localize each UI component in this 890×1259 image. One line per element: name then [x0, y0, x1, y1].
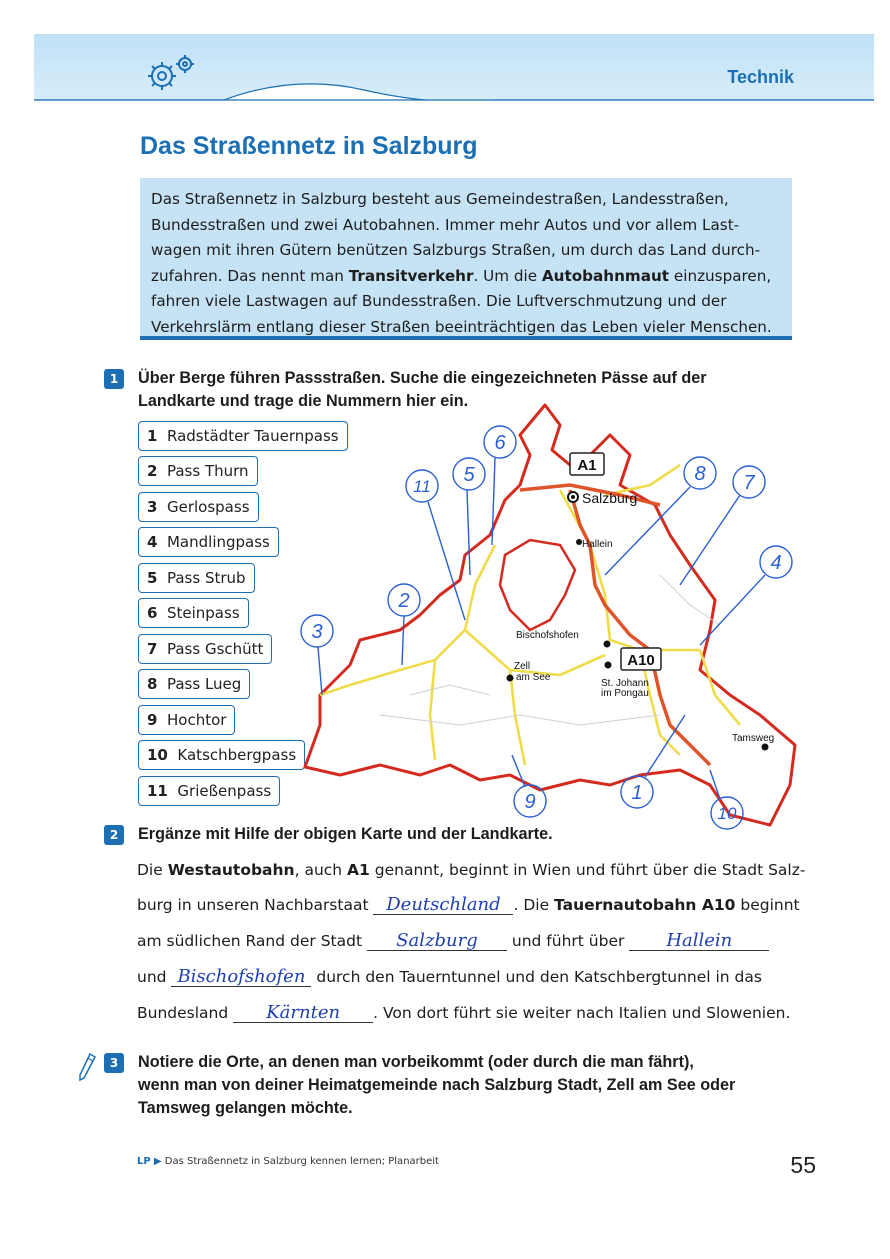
callout-11: 11 [413, 477, 431, 496]
intro-line: fahren viele Lastwagen auf Bundesstraßen. Die Luftverschmutzung und der [151, 292, 727, 310]
callout-4: 4 [770, 552, 782, 574]
intro-line: Bundesstraßen und zwei Autobahnen. Immer mehr Autos und vor allem Last- [151, 215, 740, 234]
task2-line-3: am südlichen Rand der Stadt Salzburg und führt über Hallein [137, 932, 769, 951]
pass-item: 10 Katschbergpass [138, 740, 305, 770]
answer-field-kaernten[interactable]: Kärnten [233, 1004, 373, 1023]
pass-item: 8 Pass Lueg [138, 669, 250, 699]
answer-field-bischofshofen[interactable]: Bischofshofen [171, 968, 311, 987]
pass-item: 6 Steinpass [138, 598, 249, 628]
intro-box [140, 178, 792, 340]
salzburg-road-map [260, 395, 820, 845]
bischofshofen-label: Bischofshofen [516, 630, 579, 641]
callout-9: 9 [524, 791, 536, 813]
intro-line: Das Straßennetz in Salzburg besteht aus Gemeindestraßen, Landesstraßen, [151, 190, 729, 208]
gears-icon [140, 46, 210, 96]
callout-5: 5 [463, 464, 475, 486]
section-label: Technik [727, 67, 794, 87]
a10-label: A10 [627, 652, 655, 669]
a1-label: A1 [577, 457, 597, 474]
pencil-icon [76, 1052, 98, 1082]
callout-10: 10 [717, 804, 737, 823]
tamsweg-label: Tamsweg [732, 733, 775, 744]
task3-instruction: Notiere die Orte, an denen man vorbeikommt (oder durch die man fährt), wenn man von deiner Heimatgemeinde nach Salzburg Stadt, Zell am See oder Tamsweg gelangen möchte. [138, 1053, 736, 1117]
intro-line: zufahren. Das nennt man Transitverkehr. Um die Autobahnmaut einzusparen, [151, 266, 772, 285]
pass-item: 7 Pass Gschütt [138, 634, 272, 664]
callout-7: 7 [743, 472, 755, 494]
pass-item: 3 Gerlospass [138, 492, 259, 522]
intro-line: wagen mit ihren Gütern benützen Salzburgs Straßen, um durch das Land durch- [151, 241, 761, 259]
st-johann-label-2: im Pongau [601, 688, 649, 699]
callout-6: 6 [494, 432, 506, 454]
pass-item: 1 Radstädter Tauernpass [138, 421, 348, 451]
pass-item: 11 Grießenpass [138, 776, 280, 806]
state-border [305, 405, 795, 825]
answer-field-deutschland[interactable]: Deutschland [373, 896, 513, 915]
page-number: 55 [790, 1152, 816, 1178]
task2-line-5: Bundesland Kärnten . Von dort führt sie weiter nach Italien und Slowenien. [137, 1002, 791, 1023]
intro-line: Verkehrslärm entlang dieser Straßen beeinträchtigen das Leben vieler Menschen. [151, 317, 772, 336]
callout-8: 8 [694, 463, 706, 485]
callout-1: 1 [631, 782, 643, 804]
pass-item: 4 Mandlingpass [138, 527, 279, 557]
task-number-2: 2 [104, 825, 124, 845]
pass-item: 9 Hochtor [138, 705, 235, 735]
pass-item: 5 Pass Strub [138, 563, 255, 593]
page-title: Das Straßennetz in Salzburg [140, 132, 478, 160]
pass-item: 2 Pass Thurn [138, 456, 258, 486]
task2-line-4: und Bischofshofen durch den Tauerntunnel und den Katschbergtunnel in das [137, 966, 762, 987]
task-number-3: 3 [104, 1053, 124, 1073]
task-number-1: 1 [104, 369, 124, 389]
zell-label-1: Zell [514, 661, 531, 672]
answer-field-salzburg[interactable]: Salzburg [367, 932, 507, 951]
zell-label-2: am See [516, 672, 551, 683]
callout-3: 3 [311, 621, 323, 643]
st-johann-label-1: St. Johann [601, 678, 649, 689]
hallein-label: Hallein [582, 539, 613, 550]
footer-lp-note: LP ▶ Das Straßennetz in Salzburg kennen lernen; Planarbeit [137, 1156, 439, 1167]
task1-instruction: Über Berge führen Passstraßen. Suche die eingezeichneten Pässe auf der Landkarte und trage die Nummern hier ein. [138, 369, 707, 410]
answer-field-hallein[interactable]: Hallein [629, 932, 769, 951]
task2-line-1: Die Westautobahn, auch A1 genannt, beginnt in Wien und führt über die Stadt Salz- [137, 861, 806, 879]
salzburg-label: Salzburg [582, 490, 638, 506]
task2-line-2: burg in unseren Nachbarstaat Deutschland . Die Tauernautobahn A10 beginnt [137, 894, 800, 915]
callout-2: 2 [398, 590, 410, 612]
task2-heading: Ergänze mit Hilfe der obigen Karte und der Landkarte. [138, 825, 553, 843]
